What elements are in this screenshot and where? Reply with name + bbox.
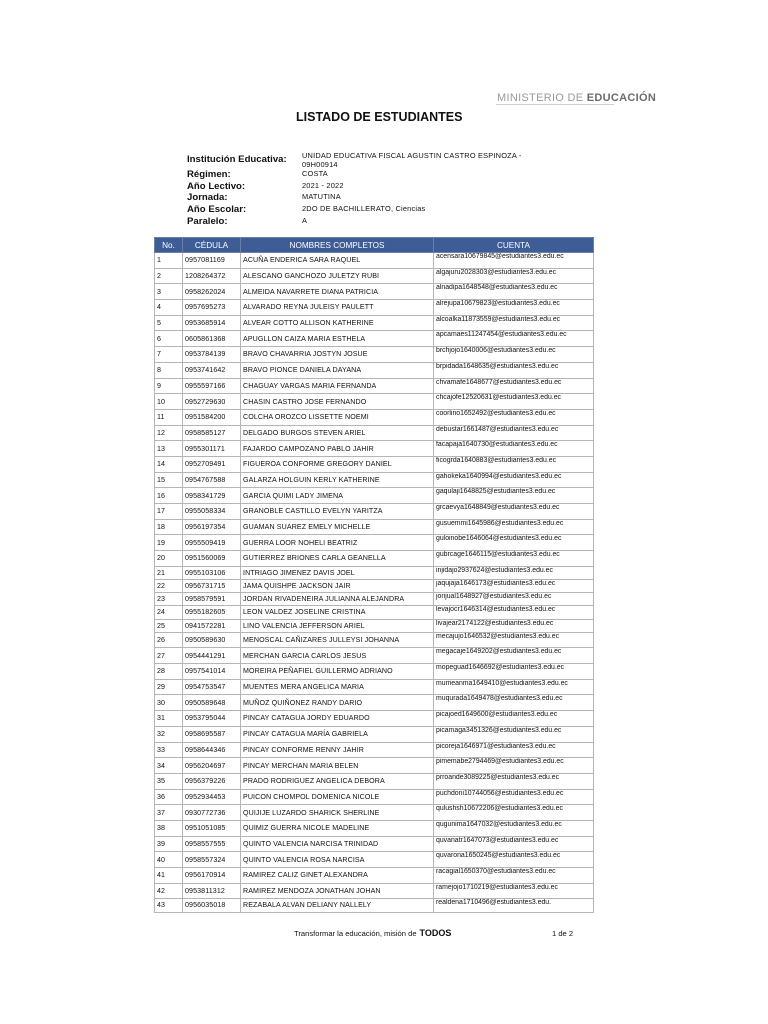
row-number: 31: [155, 711, 183, 727]
cedula-cell: 0955182605: [183, 606, 241, 619]
table-row: [155, 852, 594, 868]
table-row: [155, 504, 594, 520]
row-number: 36: [155, 789, 183, 805]
account-email-cell: livajear2174122@estudiantes3.edu.ec: [434, 619, 594, 632]
student-name-cell: PINCAY CATAGUA MARÍA GABRIELA: [241, 726, 434, 742]
account-email-cell: alnadipa1648548@estudiantes3.edu.ec: [434, 284, 594, 300]
ministry-brand: EDUCACIÓN: [586, 92, 657, 104]
account-email-cell: mecajujo1646532@estudiantes3.edu.ec: [434, 632, 594, 648]
cedula-cell: 0956731715: [183, 579, 241, 592]
cedula-cell: 0956204697: [183, 758, 241, 774]
row-number: 41: [155, 868, 183, 884]
table-row: [155, 409, 594, 425]
row-number: 10: [155, 394, 183, 410]
student-name-cell: PINCAY MERCHAN MARIA BELEN: [241, 758, 434, 774]
table-row: [155, 566, 594, 579]
account-email-cell: gaqulaji1648825@estudiantes3.edu.ec: [434, 488, 594, 504]
info-row: [187, 169, 537, 181]
account-email-cell: ramejojo1710219@estudiantes3.edu.ec: [434, 883, 594, 899]
student-name-cell: GUERRA LOOR NOHELI BEATRIZ: [241, 535, 434, 551]
row-number: 20: [155, 551, 183, 567]
table-row: [155, 899, 594, 912]
account-email-cell: coorlino1652492@estudiantes3.edu.ec: [434, 409, 594, 425]
cedula-cell: 0605861368: [183, 331, 241, 347]
student-name-cell: COLCHA OROZCO LISSETTE NOEMI: [241, 409, 434, 425]
cedula-cell: 0956170914: [183, 868, 241, 884]
account-email-cell: picajoed1649600@estudiantes3.edu.ec: [434, 711, 594, 727]
table-row: [155, 347, 594, 363]
cedula-cell: 0950589630: [183, 632, 241, 648]
student-name-cell: DELGADO BURGOS STEVEN ARIEL: [241, 425, 434, 441]
student-name-cell: ALVEAR COTTO ALLISON KATHERINE: [241, 315, 434, 331]
info-row: [187, 204, 537, 216]
cedula-cell: 0958557324: [183, 852, 241, 868]
account-email-cell: gusuemmi1645986@estudiantes3.edu.ec: [434, 519, 594, 535]
account-email-cell: puchdoni10744056@estudiantes3.edu.ec: [434, 789, 594, 805]
table-row: [155, 456, 594, 472]
account-email-cell: brpidada1648635@estudiantes3.edu.ec: [434, 362, 594, 378]
row-number: 24: [155, 606, 183, 619]
cedula-cell: 0950589648: [183, 695, 241, 711]
footer-tagline-bold: TODOS: [419, 928, 452, 938]
cedula-cell: 0941572281: [183, 619, 241, 632]
row-number: 17: [155, 504, 183, 520]
row-number: 38: [155, 820, 183, 836]
student-name-cell: GALARZA HOLGUIN KERLY KATHERINE: [241, 472, 434, 488]
cedula-cell: 0953795044: [183, 711, 241, 727]
account-email-cell: realdena1710496@estudiantes3.edu.: [434, 899, 594, 912]
row-number: 43: [155, 899, 183, 912]
account-email-cell: grcaevya1648849@estudiantes3.edu.ec: [434, 504, 594, 520]
table-row: [155, 679, 594, 695]
cedula-cell: 0952729630: [183, 394, 241, 410]
cedula-cell: 0953811312: [183, 883, 241, 899]
student-name-cell: LINO VALENCIA JEFFERSON ARIEL: [241, 619, 434, 632]
table-row: [155, 695, 594, 711]
info-label: Régimen:: [187, 169, 231, 180]
table-row: [155, 836, 594, 852]
row-number: 37: [155, 805, 183, 821]
row-number: 28: [155, 664, 183, 680]
account-email-cell: guloinobe1646064@estudiantes3.edu.ec: [434, 535, 594, 551]
row-number: 29: [155, 679, 183, 695]
cedula-cell: 0952934453: [183, 789, 241, 805]
cedula-cell: 0958557555: [183, 836, 241, 852]
student-name-cell: MUENTES MERA ANGELICA MARIA: [241, 679, 434, 695]
info-label: Jornada:: [187, 192, 228, 204]
row-number: 3: [155, 284, 183, 300]
account-email-cell: qulushsh10672206@estudiantes3.edu.ec: [434, 805, 594, 821]
row-number: 7: [155, 347, 183, 363]
account-email-cell: levajocr1646314@estudiantes3.edu.ec: [434, 606, 594, 619]
students-table: [154, 237, 594, 913]
cedula-cell: 0955301171: [183, 441, 241, 457]
student-name-cell: REZABALA ALVAN DELIANY NALLELY: [241, 899, 434, 912]
student-name-cell: ALMEIDA NAVARRETE DIANA PATRICIA: [241, 284, 434, 300]
student-name-cell: JORDAN RIVADENEIRA JULIANNA ALEJANDRA: [241, 593, 434, 606]
student-name-cell: QUINTO VALENCIA NARCISA TRINIDAD: [241, 836, 434, 852]
student-name-cell: PRADO RODRIGUEZ ANGELICA DEBORA: [241, 773, 434, 789]
account-email-cell: alcoalka11873559@estudiantes3.edu.ec: [434, 315, 594, 331]
student-name-cell: GRANOBLE CASTILLO EVELYN YARITZA: [241, 504, 434, 520]
student-name-cell: CHAGUAY VARGAS MARIA FERNANDA: [241, 378, 434, 394]
row-number: 21: [155, 566, 183, 579]
table-row: [155, 648, 594, 664]
table-row: [155, 789, 594, 805]
account-email-cell: jorijual1648927@estudiantes3.edu.ec: [434, 593, 594, 606]
cedula-cell: 0951560069: [183, 551, 241, 567]
student-name-cell: QUIJIJE LUZARDO SHARICK SHERLINE: [241, 805, 434, 821]
account-email-cell: picamaga3451326@estudiantes3.edu.ec: [434, 726, 594, 742]
info-value: MATUTINA: [302, 192, 341, 202]
row-number: 35: [155, 773, 183, 789]
table-row: [155, 773, 594, 789]
column-header-cedula: CÉDULA: [183, 238, 241, 253]
table-row: [155, 805, 594, 821]
column-header-names: NOMBRES COMPLETOS: [241, 238, 434, 253]
account-email-cell: brchjojo1640006@estudiantes3.edu.ec: [434, 347, 594, 363]
table-row: [155, 619, 594, 632]
cedula-cell: 0957541014: [183, 664, 241, 680]
cedula-cell: 0955597166: [183, 378, 241, 394]
column-header-account: CUENTA: [434, 238, 594, 253]
account-email-cell: chvamafe1648677@estudiantes3.edu.ec: [434, 378, 594, 394]
row-number: 40: [155, 852, 183, 868]
cedula-cell: 0954753547: [183, 679, 241, 695]
account-email-cell: alrejupa10679823@estudiantes3.edu.ec: [434, 300, 594, 316]
student-name-cell: APUGLLON CAIZA MARIA ESTHELA: [241, 331, 434, 347]
ministry-underline: [496, 104, 614, 105]
row-number: 27: [155, 648, 183, 664]
cedula-cell: 0958644346: [183, 742, 241, 758]
student-name-cell: PUICON CHOMPOL DOMENICA NICOLE: [241, 789, 434, 805]
student-name-cell: BRAVO CHAVARRIA JOSTYN JOSUE: [241, 347, 434, 363]
table-row: [155, 284, 594, 300]
student-name-cell: QUIMIZ GUERRA NICOLE MADELINE: [241, 820, 434, 836]
account-email-cell: injidajo2937624@estudiantes3.edu.ec: [434, 566, 594, 579]
table-row: [155, 268, 594, 284]
account-email-cell: qugunima1647032@estudiantes3.edu.ec: [434, 820, 594, 836]
cedula-cell: 0952709491: [183, 456, 241, 472]
student-name-cell: MUÑOZ QUIÑONEZ RANDY DARIO: [241, 695, 434, 711]
student-name-cell: FIGUEROA CONFORME GREGORY DANIEL: [241, 456, 434, 472]
student-name-cell: ALVARADO REYNA JULEISY PAULETT: [241, 300, 434, 316]
student-name-cell: ACUÑA ENDERICA SARA RAQUEL: [241, 253, 434, 269]
ministry-logo: [497, 92, 656, 104]
student-name-cell: BRAVO PIONCE DANIELA DAYANA: [241, 362, 434, 378]
cedula-cell: 0958585127: [183, 425, 241, 441]
student-name-cell: CHASIN CASTRO JOSE FERNANDO: [241, 394, 434, 410]
student-name-cell: GUTIERREZ BRIONES CARLA GEANELLA: [241, 551, 434, 567]
cedula-cell: 0953741642: [183, 362, 241, 378]
row-number: 9: [155, 378, 183, 394]
account-email-cell: mumeanma1649410@estudiantes3.edu.ec: [434, 679, 594, 695]
table-row: [155, 425, 594, 441]
account-email-cell: gahokeka1640994@estudiantes3.edu.ec: [434, 472, 594, 488]
table-row: [155, 315, 594, 331]
cedula-cell: 0955103106: [183, 566, 241, 579]
row-number: 5: [155, 315, 183, 331]
cedula-cell: 0953784139: [183, 347, 241, 363]
table-row: [155, 726, 594, 742]
cedula-cell: 0956197354: [183, 519, 241, 535]
cedula-cell: 0951051085: [183, 820, 241, 836]
row-number: 12: [155, 425, 183, 441]
table-row: [155, 472, 594, 488]
info-row: [187, 192, 537, 204]
row-number: 2: [155, 268, 183, 284]
table-header-row: [155, 238, 594, 253]
table-row: [155, 606, 594, 619]
table-row: [155, 820, 594, 836]
account-email-cell: jaqujaja1646173@estudiantes3.edu.ec: [434, 579, 594, 592]
row-number: 14: [155, 456, 183, 472]
account-email-cell: racagial1650370@estudiantes3.edu.ec: [434, 868, 594, 884]
cedula-cell: 0953685914: [183, 315, 241, 331]
row-number: 34: [155, 758, 183, 774]
info-value: 2021 - 2022: [302, 180, 344, 190]
info-row: [187, 151, 537, 169]
account-email-cell: megacaje1649202@estudiantes3.edu.ec: [434, 648, 594, 664]
row-number: 23: [155, 593, 183, 606]
account-email-cell: facapaja1640730@estudiantes3.edu.ec: [434, 441, 594, 457]
table-row: [155, 664, 594, 680]
student-name-cell: MOREIRA PEÑAFIEL GUILLERMO ADRIANO: [241, 664, 434, 680]
page-number: 1 de 2: [552, 929, 574, 938]
cedula-cell: 0955058334: [183, 504, 241, 520]
account-email-cell: muqurada1649478@estudiantes3.edu.ec: [434, 695, 594, 711]
row-number: 15: [155, 472, 183, 488]
cedula-cell: 0957695273: [183, 300, 241, 316]
row-number: 33: [155, 742, 183, 758]
cedula-cell: 0957081169: [183, 253, 241, 269]
account-email-cell: mopeguad1646692@estudiantes3.edu.ec: [434, 664, 594, 680]
table-row: [155, 868, 594, 884]
institution-info: [187, 151, 537, 227]
cedula-cell: 0930772736: [183, 805, 241, 821]
row-number: 13: [155, 441, 183, 457]
table-row: [155, 632, 594, 648]
student-name-cell: MENOSCAL CAÑIZARES JULLEYSI JOHANNA: [241, 632, 434, 648]
account-email-cell: chcajofe12520631@estudiantes3.edu.ec: [434, 394, 594, 410]
row-number: 8: [155, 362, 183, 378]
student-name-cell: FAJARDO CAMPOZANO PABLO JAHIR: [241, 441, 434, 457]
account-email-cell: gubrcage1646115@estudiantes3.edu.ec: [434, 551, 594, 567]
cedula-cell: 0954767588: [183, 472, 241, 488]
table-row: [155, 551, 594, 567]
row-number: 16: [155, 488, 183, 504]
row-number: 30: [155, 695, 183, 711]
column-header-number: No.: [155, 238, 183, 253]
table-row: [155, 535, 594, 551]
info-label: Año Escolar:: [187, 204, 247, 216]
account-email-cell: ficogrda1640883@estudiantes3.edu.ec: [434, 456, 594, 472]
student-name-cell: GARCIA QUIMI LADY JIMENA: [241, 488, 434, 504]
cedula-cell: 0956379226: [183, 773, 241, 789]
table-row: [155, 758, 594, 774]
student-name-cell: RAMIREZ CALIZ GINET ALEXANDRA: [241, 868, 434, 884]
table-row: [155, 300, 594, 316]
cedula-cell: 0955509419: [183, 535, 241, 551]
account-email-cell: prroande3089225@estudiantes3.edu.ec: [434, 773, 594, 789]
info-row: [187, 216, 537, 228]
cedula-cell: 0951584200: [183, 409, 241, 425]
row-number: 19: [155, 535, 183, 551]
info-value: COSTA: [302, 169, 328, 178]
table-row: [155, 378, 594, 394]
student-name-cell: RAMIREZ MENDOZA JONATHAN JOHAN: [241, 883, 434, 899]
table-row: [155, 593, 594, 606]
footer-tagline-text: Transformar la educación, misión de: [294, 929, 417, 938]
row-number: 25: [155, 619, 183, 632]
table-row: [155, 742, 594, 758]
info-label: Institución Educativa:: [187, 154, 287, 165]
account-email-cell: picoreja1646971@estudiantes3.edu.ec: [434, 742, 594, 758]
table-row: [155, 883, 594, 899]
cedula-cell: 0958695587: [183, 726, 241, 742]
account-email-cell: debustar1661487@estudiantes3.edu.ec: [434, 425, 594, 441]
cedula-cell: 0956035018: [183, 899, 241, 912]
info-value: A: [302, 215, 308, 225]
row-number: 26: [155, 632, 183, 648]
info-label: Año Lectivo:: [187, 180, 246, 192]
row-number: 1: [155, 253, 183, 269]
row-number: 39: [155, 836, 183, 852]
row-number: 6: [155, 331, 183, 347]
student-name-cell: GUAMAN SUAREZ EMELY MICHELLE: [241, 519, 434, 535]
info-value: UNIDAD EDUCATIVA FISCAL AGUSTIN CASTRO ESPINOZA - 09H00914: [302, 151, 522, 169]
table-row: [155, 362, 594, 378]
table-row: [155, 331, 594, 347]
student-name-cell: PINCAY CATAGUA JORDY EDUARDO: [241, 711, 434, 727]
account-email-cell: quvarona1650245@estudiantes3.edu.ec: [434, 852, 594, 868]
table-row: [155, 441, 594, 457]
student-name-cell: ALESCANO GANCHOZO JULETZY RUBI: [241, 268, 434, 284]
ministry-prefix: MINISTERIO DE: [497, 92, 587, 104]
row-number: 11: [155, 409, 183, 425]
cedula-cell: 1208264372: [183, 268, 241, 284]
table-row: [155, 394, 594, 410]
info-row: [187, 181, 537, 193]
cedula-cell: 0958262024: [183, 284, 241, 300]
student-name-cell: MERCHAN GARCIA CARLOS JESUS: [241, 648, 434, 664]
table-row: [155, 519, 594, 535]
table-row: [155, 579, 594, 592]
row-number: 42: [155, 883, 183, 899]
cedula-cell: 0958341729: [183, 488, 241, 504]
account-email-cell: pimemabe2794469@estudiantes3.edu.ec: [434, 758, 594, 774]
account-email-cell: acensara10679845@estudiantes3.edu.ec: [434, 253, 594, 269]
account-email-cell: quvanatr1647073@estudiantes3.edu.ec: [434, 836, 594, 852]
account-email-cell: apcamaes11247454@estudiantes3.edu.ec: [434, 331, 594, 347]
table-row: [155, 711, 594, 727]
footer-tagline: [294, 928, 451, 938]
table-row: [155, 253, 594, 269]
student-name-cell: LEON VALDEZ JOSELINE CRISTINA: [241, 606, 434, 619]
row-number: 32: [155, 726, 183, 742]
table-row: [155, 488, 594, 504]
page-title: LISTADO DE ESTUDIANTES: [296, 110, 463, 124]
student-name-cell: JAMA QUISHPE JACKSON JAIR: [241, 579, 434, 592]
row-number: 22: [155, 579, 183, 592]
student-name-cell: QUINTO VALENCIA ROSA NARCISA: [241, 852, 434, 868]
cedula-cell: 0958579591: [183, 593, 241, 606]
student-name-cell: INTRIAGO JIMENEZ DAVIS JOEL: [241, 566, 434, 579]
info-value: 2DO DE BACHILLERATO, Ciencias: [302, 204, 426, 214]
account-email-cell: algajuru2028303@estudiantes3.edu.ec: [434, 268, 594, 284]
row-number: 4: [155, 300, 183, 316]
cedula-cell: 0954441291: [183, 648, 241, 664]
info-label: Paralelo:: [187, 215, 228, 227]
row-number: 18: [155, 519, 183, 535]
student-name-cell: PINCAY CONFORME RENNY JAHIR: [241, 742, 434, 758]
